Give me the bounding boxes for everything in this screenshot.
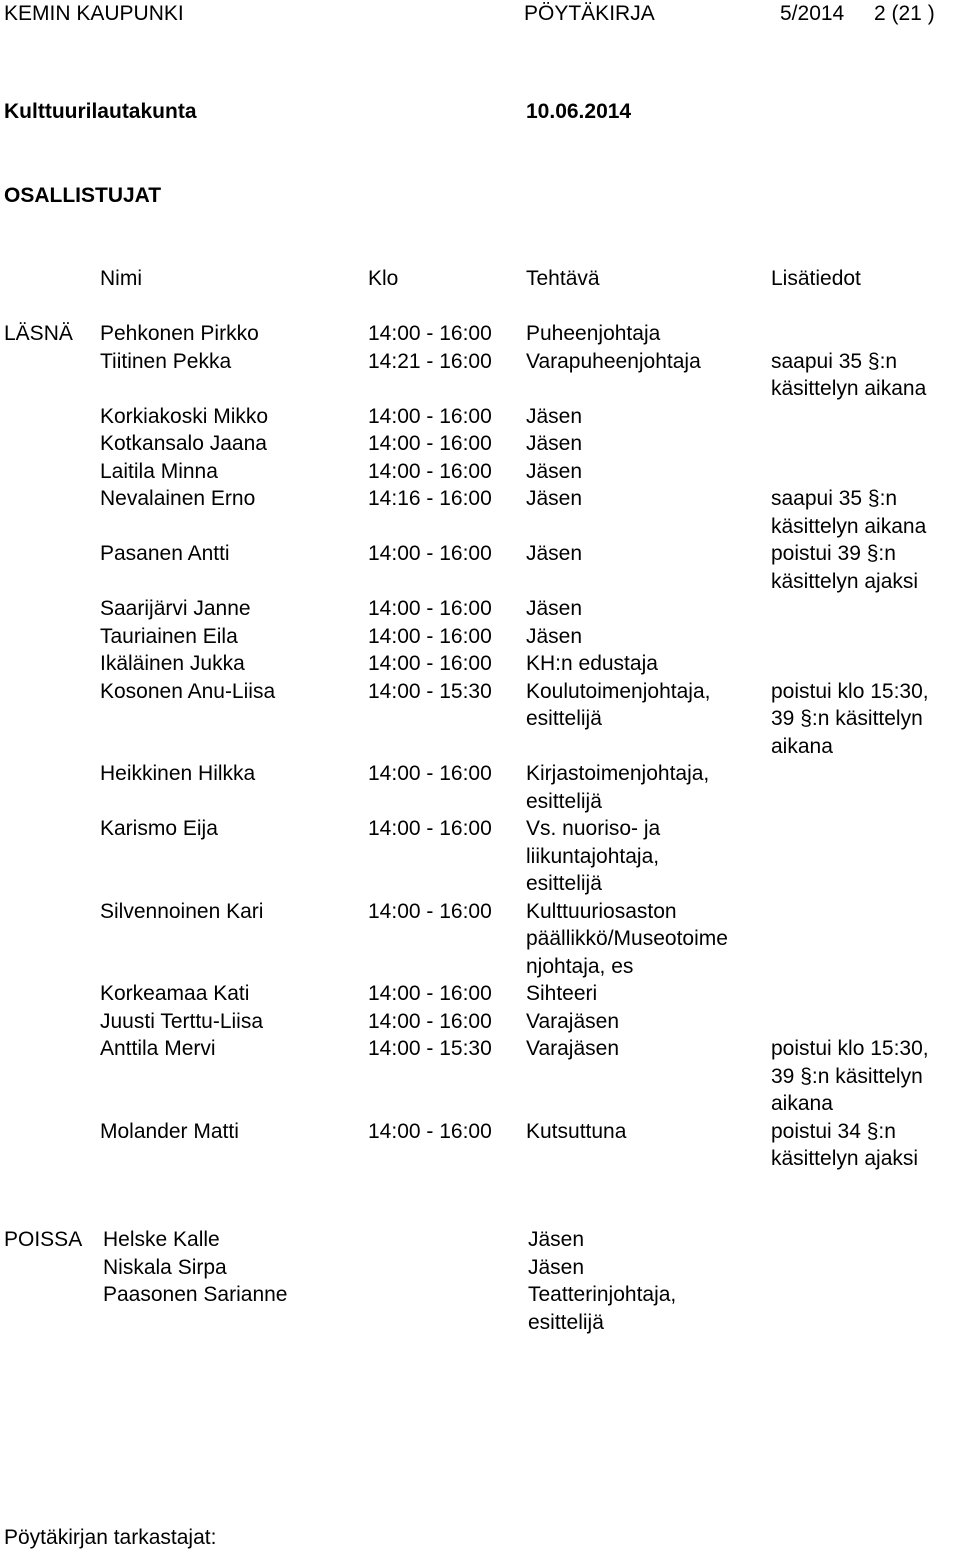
doc-type: PÖYTÄKIRJA	[524, 2, 655, 25]
attendee-notes-line: käsittelyn ajaksi	[771, 1147, 919, 1170]
committee-name: Kulttuurilautakunta	[4, 100, 197, 123]
attendee-role-line: Jäsen	[526, 459, 583, 483]
attendee-role-line: esittelijä	[526, 707, 602, 730]
attendee-role	[526, 760, 709, 815]
attendee-role-line: Vs. nuoriso- ja	[526, 817, 661, 840]
attendee-name: Molander Matti	[100, 1119, 239, 1143]
attendee-name: Karismo Eija	[100, 817, 218, 840]
attendee-role-line: Jäsen	[526, 404, 583, 428]
attendee-notes	[771, 1035, 929, 1118]
attendee-role-line: esittelijä	[526, 789, 602, 813]
present-label: LÄSNÄ	[4, 322, 73, 345]
attendee-role-line: Varajäsen	[526, 1009, 620, 1033]
absent-name: Helske Kalle	[103, 1228, 220, 1251]
attendee-notes-line: poistui klo 15:30,	[771, 1037, 929, 1060]
attendee-name: Korkiakoski Mikko	[100, 404, 269, 428]
attendee-role-line: KH:n edustaja	[526, 652, 658, 675]
attendee-role-line: Puheenjohtaja	[526, 322, 661, 345]
attendee-role	[526, 898, 728, 981]
attendee-role	[526, 458, 582, 486]
attendee-role-line: Kulttuuriosaston	[526, 899, 677, 923]
doc-number: 5/2014	[780, 2, 845, 25]
attendee-time: 14:00 - 16:00	[368, 542, 492, 565]
absent-role-line: Jäsen	[528, 1255, 585, 1279]
attendee-time: 14:00 - 16:00	[368, 597, 492, 620]
attendee-notes-line: saapui 35 §:n	[771, 487, 898, 510]
attendee-role	[526, 403, 582, 431]
attendee-notes-line: poistui klo 15:30,	[771, 679, 929, 703]
column-header-time: Klo	[368, 267, 399, 290]
attendee-time: 14:16 - 16:00	[368, 487, 492, 510]
attendee-role-line: Jäsen	[526, 542, 583, 565]
attendee-role-line: Sihteeri	[526, 982, 598, 1005]
attendee-role-line: Jäsen	[526, 487, 583, 510]
attendee-time: 14:00 - 16:00	[368, 1009, 492, 1033]
absent-role	[528, 1254, 584, 1282]
attendee-time: 14:21 - 16:00	[368, 349, 492, 373]
attendee-role	[526, 540, 582, 568]
attendee-role	[526, 485, 582, 513]
attendee-name: Kosonen Anu-Liisa	[100, 679, 276, 703]
absent-role-line: esittelijä	[528, 1310, 604, 1334]
attendee-time: 14:00 - 16:00	[368, 432, 492, 455]
attendee-time: 14:00 - 16:00	[368, 982, 492, 1005]
attendee-role	[526, 623, 582, 651]
org-name: KEMIN KAUPUNKI	[4, 2, 184, 25]
attendee-name: Silvennoinen Kari	[100, 899, 264, 923]
attendee-notes-line: käsittelyn aikana	[771, 514, 927, 538]
attendee-notes-line: saapui 35 §:n	[771, 349, 898, 373]
attendee-time: 14:00 - 16:00	[368, 624, 492, 648]
attendee-notes-line: käsittelyn aikana	[771, 377, 927, 400]
attendee-name: Pehkonen Pirkko	[100, 322, 259, 345]
attendee-role-line: Kirjastoimenjohtaja,	[526, 762, 710, 785]
attendee-notes-line: aikana	[771, 734, 833, 758]
attendee-time: 14:00 - 15:30	[368, 679, 492, 703]
attendee-role-line: Varajäsen	[526, 1037, 620, 1060]
attendee-name: Korkeamaa Kati	[100, 982, 250, 1005]
attendee-role-line: Jäsen	[526, 432, 583, 455]
reviewers-label: Pöytäkirjan tarkastajat:	[4, 1526, 217, 1549]
attendee-notes-line: 39 §:n käsittelyn	[771, 707, 923, 730]
attendee-time: 14:00 - 16:00	[368, 404, 492, 428]
attendee-role	[526, 815, 660, 898]
attendee-time: 14:00 - 16:00	[368, 817, 492, 840]
attendee-notes	[771, 1118, 918, 1173]
attendee-role-line: Varapuheenjohtaja	[526, 349, 701, 373]
attendee-name: Pasanen Antti	[100, 542, 230, 565]
attendee-notes-line: poistui 39 §:n	[771, 542, 896, 565]
attendee-name: Saarijärvi Janne	[100, 597, 251, 620]
attendee-time: 14:00 - 16:00	[368, 322, 492, 345]
attendee-role-line: päällikkö/Museotoime	[526, 927, 728, 950]
attendee-time: 14:00 - 16:00	[368, 652, 492, 675]
attendee-notes-line: 39 §:n käsittelyn	[771, 1064, 923, 1088]
section-title: OSALLISTUJAT	[4, 184, 162, 207]
attendee-notes-line: aikana	[771, 1092, 833, 1115]
attendee-role-line: Jäsen	[526, 597, 583, 620]
attendee-name: Anttila Mervi	[100, 1037, 216, 1060]
attendee-name: Tiitinen Pekka	[100, 349, 232, 373]
attendee-role	[526, 320, 660, 348]
attendee-role-line: Kutsuttuna	[526, 1119, 627, 1143]
absent-name: Paasonen Sarianne	[103, 1283, 288, 1306]
attendee-name: Ikäläinen Jukka	[100, 652, 245, 675]
attendee-notes-line: poistui 34 §:n	[771, 1119, 896, 1143]
attendee-role-line: Koulutoimenjohtaja,	[526, 679, 711, 703]
absent-role-line: Jäsen	[528, 1228, 585, 1251]
meeting-date: 10.06.2014	[526, 100, 632, 123]
attendee-time: 14:00 - 16:00	[368, 762, 492, 785]
attendee-name: Juusti Terttu-Liisa	[100, 1009, 264, 1033]
attendee-name: Nevalainen Erno	[100, 487, 256, 510]
attendee-time: 14:00 - 16:00	[368, 1119, 492, 1143]
attendee-role	[526, 1035, 619, 1063]
attendee-time: 14:00 - 16:00	[368, 899, 492, 923]
absent-role	[528, 1281, 676, 1336]
attendee-role	[526, 348, 701, 376]
absent-name: Niskala Sirpa	[103, 1255, 227, 1279]
attendee-role-line: njohtaja, es	[526, 954, 634, 978]
attendee-name: Laitila Minna	[100, 459, 218, 483]
attendee-notes	[771, 678, 929, 761]
column-header-role: Tehtävä	[526, 267, 600, 290]
absent-role-line: Teatterinjohtaja,	[528, 1283, 677, 1306]
attendee-role-line: Jäsen	[526, 624, 583, 648]
attendee-role	[526, 650, 658, 678]
attendee-time: 14:00 - 15:30	[368, 1037, 492, 1060]
column-header-notes: Lisätiedot	[771, 267, 861, 290]
attendee-role	[526, 678, 710, 733]
attendee-name: Heikkinen Hilkka	[100, 762, 256, 785]
attendee-notes	[771, 540, 918, 595]
page-number: 2 (21 )	[874, 2, 935, 25]
attendee-notes-line: käsittelyn ajaksi	[771, 569, 919, 593]
attendee-role	[526, 430, 582, 458]
attendee-name: Kotkansalo Jaana	[100, 432, 267, 455]
attendee-role	[526, 595, 582, 623]
attendee-time: 14:00 - 16:00	[368, 459, 492, 483]
attendee-notes	[771, 348, 926, 403]
absent-role	[528, 1226, 584, 1254]
attendee-name: Tauriainen Eila	[100, 624, 238, 648]
column-header-name: Nimi	[100, 267, 142, 290]
absent-label: POISSA	[4, 1228, 83, 1251]
attendee-notes	[771, 485, 926, 540]
attendee-role-line: esittelijä	[526, 872, 602, 895]
attendee-role	[526, 980, 597, 1008]
attendee-role-line: liikuntajohtaja,	[526, 844, 660, 868]
attendee-role	[526, 1118, 626, 1146]
attendee-role	[526, 1008, 619, 1036]
